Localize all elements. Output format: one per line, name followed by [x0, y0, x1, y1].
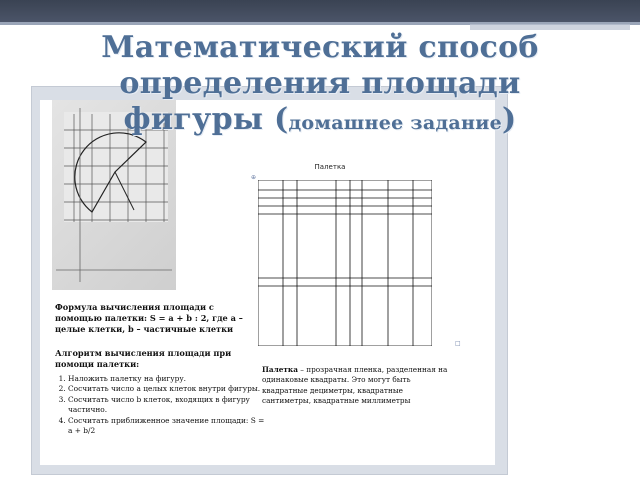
algorithm-step: 4. Сосчитать приближенное значение площади: S = a + b/2	[68, 416, 268, 437]
palette-title: Палетка	[314, 163, 346, 171]
title-line-2: определения площади	[119, 66, 521, 101]
title-line-3-small: домашнее задание	[288, 112, 503, 134]
corner-marker-icon: □	[455, 340, 461, 347]
algorithm-title: Алгоритм вычисления площади при помощи палетки:	[55, 348, 232, 369]
algorithm-steps	[54, 374, 268, 436]
formula-title: Формула вычисления площади с помощью палетки: S = a + b : 2, где a – целые клетки, b – частичные клетки	[55, 302, 243, 334]
algorithm-step: 2. Сосчитать число a целых клеток внутри фигуры.	[68, 384, 268, 394]
title-line-3-main: фигуры (	[123, 102, 289, 137]
algorithm-step: 1. Наложить палетку на фигуру.	[68, 374, 268, 384]
anchor-marker-icon: ⊕	[251, 174, 257, 181]
title-line-3	[40, 102, 600, 141]
algorithm-step: 3. Сосчитать число b клеток, входящих в фигуру частично.	[68, 395, 268, 416]
palette-caption	[262, 365, 452, 406]
palette-caption-bold: Палетка	[262, 365, 298, 374]
top-bar	[0, 0, 640, 22]
slide-title	[40, 30, 600, 141]
title-line-3-end: )	[502, 102, 517, 137]
palette-caption-rest: – прозрачная пленка, разделенная на одинаковые квадраты. Это могут быть квадратные дециметры, квадратные сантиметры, квадратные миллиметры	[262, 365, 448, 405]
palette-grid	[258, 180, 432, 346]
title-line-1: Математический способ	[101, 30, 539, 65]
